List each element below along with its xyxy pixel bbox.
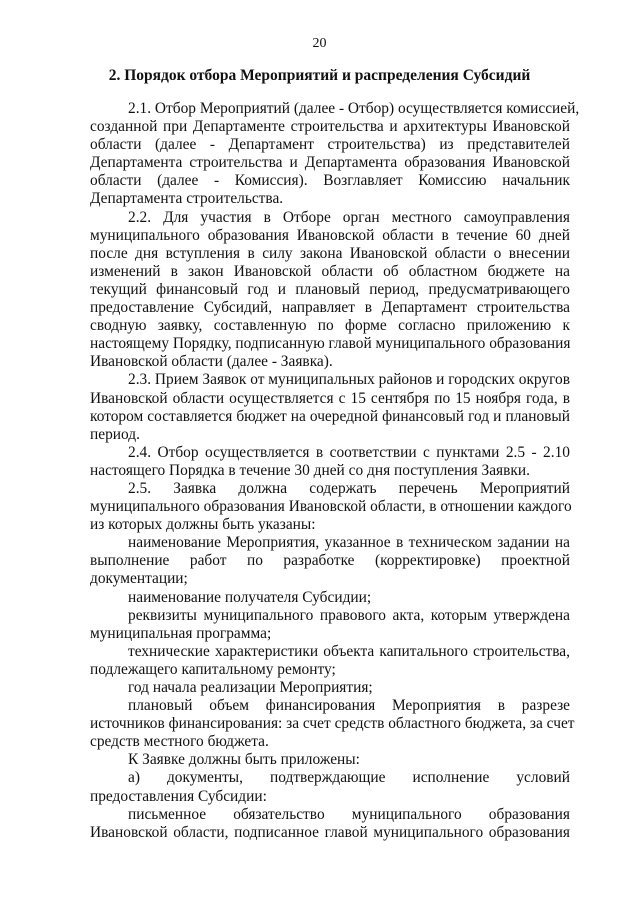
text-line: подлежащего капитальному ремонту; [90, 660, 336, 678]
text-line: области (далее - Департамент строительства) из представителей [90, 136, 570, 154]
text-line: котором составляется бюджет на очередной финансовый год и плановый [90, 407, 570, 425]
text-line: а) документы, подтверждающие исполнение условий [128, 769, 570, 787]
body-text [90, 100, 580, 842]
text-line: источников финансирования: за счет средств областного бюджета, за счет [90, 715, 575, 733]
text-line: 2.2. Для участия в Отборе орган местного самоуправления [128, 208, 570, 226]
text-line: документации; [90, 570, 188, 588]
text-line: настоящего Порядка в течение 30 дней со дня поступления Заявки. [90, 461, 530, 479]
text-line: плановый объем финансирования Мероприятия в разрезе [128, 697, 570, 715]
text-line: Ивановской области, подписанное главой муниципального образования [90, 823, 570, 841]
text-line: созданной при Департаменте строительства и архитектуры Ивановской [90, 118, 570, 136]
text-line: период. [90, 425, 140, 443]
text-line: Ивановской области осуществляется с 15 сентября по 15 ноября года, в [90, 389, 570, 407]
text-line: 2.1. Отбор Мероприятий (далее - Отбор) осуществляется комиссией, [128, 100, 580, 117]
text-line: 2.5. Заявка должна содержать перечень Мероприятий [128, 479, 570, 497]
text-line: сводную заявку, составленную по форме согласно приложению к [90, 317, 570, 335]
text-line: настоящему Порядку, подписанную главой муниципального образования [90, 335, 571, 353]
text-line: наименование получателя Субсидии; [128, 588, 372, 606]
page-number: 20 [312, 36, 327, 51]
text-line: реквизиты муниципального правового акта, которым утверждена [128, 606, 570, 624]
text-line: 2.4. Отбор осуществляется в соответствии с пунктами 2.5 - 2.10 [128, 443, 570, 461]
text-line: области (далее - Комиссия). Возглавляет Комиссию начальник [90, 172, 570, 190]
text-line: год начала реализации Мероприятия; [128, 679, 373, 696]
text-line: наименование Мероприятия, указанное в техническом задании на [128, 534, 570, 552]
text-line: 2.3. Прием Заявок от муниципальных районов и городских округов [128, 371, 570, 389]
text-line: средств местного бюджета. [90, 733, 269, 751]
text-line: после дня вступления в силу закона Ивановской области о внесении [90, 244, 570, 262]
section-heading: 2. Порядок отбора Мероприятий и распределения Субсидий [108, 67, 531, 84]
text-line: Департамента строительства и Департамента образования Ивановской [90, 154, 570, 172]
text-line: выполнение работ по разработке (корректировке) проектной [90, 552, 570, 570]
text-line: технические характеристики объекта капитального строительства, [128, 642, 570, 660]
text-line: из которых должны быть указаны: [90, 516, 316, 534]
text-line: предоставления Субсидии: [90, 787, 267, 805]
text-line: муниципального образования Ивановской области в течение 60 дней [90, 226, 570, 244]
text-line: Департамента строительства. [90, 190, 284, 208]
text-line: К Заявке должны быть приложены: [128, 751, 360, 769]
text-line: муниципального образования Ивановской области, в отношении каждого [90, 498, 572, 516]
text-line: предоставление Субсидий, направляет в Департамент строительства [90, 299, 570, 317]
text-line: изменений в закон Ивановской области об областном бюджете на [90, 262, 570, 280]
text-line: Ивановской области (далее - Заявка). [90, 353, 333, 371]
text-line: письменное обязательство муниципального образования [128, 805, 570, 823]
text-line: муниципальная программа; [90, 624, 272, 642]
text-line: текущий финансовый год и плановый период, предусматривающего [90, 280, 570, 298]
